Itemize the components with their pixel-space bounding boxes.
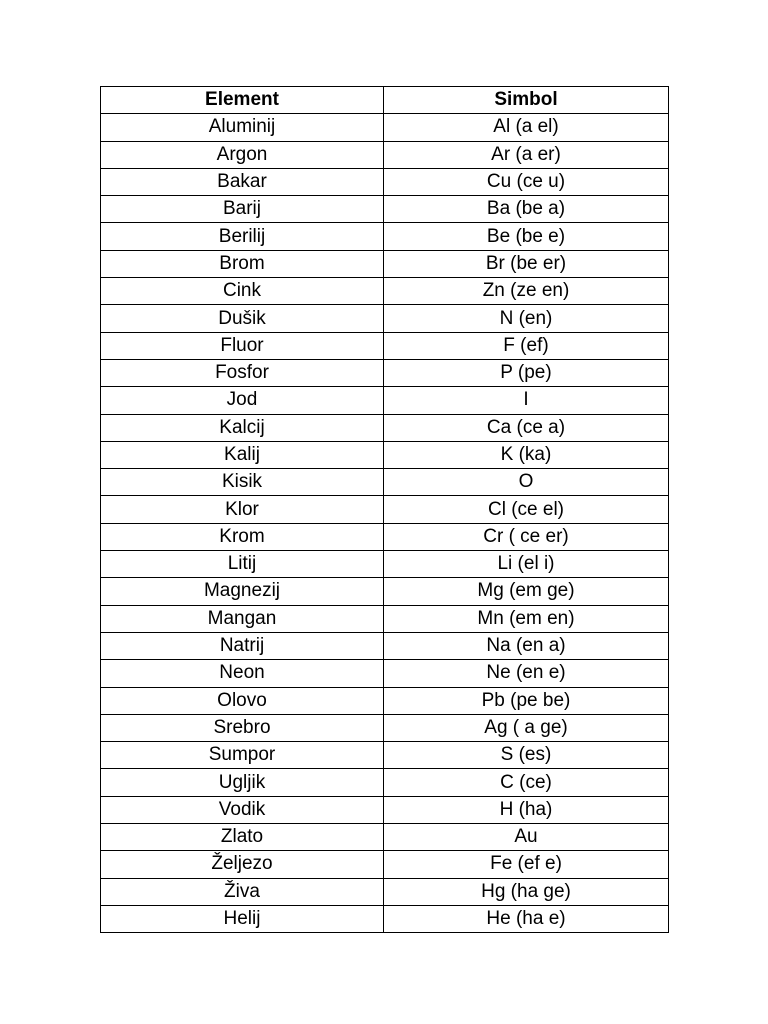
element-name-cell: Dušik xyxy=(101,305,384,332)
element-name-cell: Barij xyxy=(101,196,384,223)
element-name-cell: Vodik xyxy=(101,796,384,823)
table-row xyxy=(101,496,669,523)
table-row xyxy=(101,359,669,386)
element-symbol-cell: Ar (a er) xyxy=(384,141,669,168)
element-name-cell: Zlato xyxy=(101,824,384,851)
element-symbol-cell: Br (be er) xyxy=(384,250,669,277)
element-name-cell: Bakar xyxy=(101,168,384,195)
element-symbol-cell: C (ce) xyxy=(384,769,669,796)
element-name-cell: Krom xyxy=(101,523,384,550)
element-name-cell: Kisik xyxy=(101,469,384,496)
table-row xyxy=(101,687,669,714)
element-name-cell: Aluminij xyxy=(101,114,384,141)
element-symbol-cell: Cr ( ce er) xyxy=(384,523,669,550)
table-row xyxy=(101,305,669,332)
element-symbol-cell: Mn (em en) xyxy=(384,605,669,632)
table-row xyxy=(101,469,669,496)
element-name-cell: Kalcij xyxy=(101,414,384,441)
element-name-cell: Mangan xyxy=(101,605,384,632)
element-symbol-cell: Au xyxy=(384,824,669,851)
table-row xyxy=(101,414,669,441)
table-row xyxy=(101,223,669,250)
element-symbol-cell: Be (be e) xyxy=(384,223,669,250)
element-name-cell: Srebro xyxy=(101,714,384,741)
element-symbol-cell: O xyxy=(384,469,669,496)
table-row xyxy=(101,605,669,632)
element-symbol-cell: Fe (ef e) xyxy=(384,851,669,878)
element-name-cell: Neon xyxy=(101,660,384,687)
element-symbol-table xyxy=(100,86,669,933)
element-symbol-cell: Li (el i) xyxy=(384,551,669,578)
element-symbol-cell: Zn (ze en) xyxy=(384,278,669,305)
table-body xyxy=(101,114,669,933)
element-symbol-cell: Pb (pe be) xyxy=(384,687,669,714)
element-symbol-cell: Hg (ha ge) xyxy=(384,878,669,905)
element-symbol-cell: Mg (em ge) xyxy=(384,578,669,605)
element-symbol-cell: H (ha) xyxy=(384,796,669,823)
table-row xyxy=(101,250,669,277)
element-symbol-cell: Ag ( a ge) xyxy=(384,714,669,741)
element-name-cell: Sumpor xyxy=(101,742,384,769)
table-row xyxy=(101,578,669,605)
table-row xyxy=(101,824,669,851)
table-row xyxy=(101,878,669,905)
table-row xyxy=(101,769,669,796)
element-symbol-cell: Cl (ce el) xyxy=(384,496,669,523)
table-row xyxy=(101,523,669,550)
element-name-cell: Fosfor xyxy=(101,359,384,386)
element-name-cell: Kalij xyxy=(101,441,384,468)
table-row xyxy=(101,441,669,468)
table-row xyxy=(101,714,669,741)
table-header-row xyxy=(101,87,669,114)
table-row xyxy=(101,851,669,878)
element-symbol-cell: I xyxy=(384,387,669,414)
element-symbol-cell: S (es) xyxy=(384,742,669,769)
table-row xyxy=(101,196,669,223)
element-symbol-cell: K (ka) xyxy=(384,441,669,468)
header-element: Element xyxy=(101,87,384,114)
table-row xyxy=(101,551,669,578)
element-symbol-cell: N (en) xyxy=(384,305,669,332)
element-name-cell: Helij xyxy=(101,905,384,932)
element-name-cell: Jod xyxy=(101,387,384,414)
table-row xyxy=(101,660,669,687)
table-row xyxy=(101,632,669,659)
element-symbol-cell: He (ha e) xyxy=(384,905,669,932)
element-symbol-cell: Ba (be a) xyxy=(384,196,669,223)
header-symbol: Simbol xyxy=(384,87,669,114)
table-row xyxy=(101,141,669,168)
table-row xyxy=(101,168,669,195)
element-name-cell: Argon xyxy=(101,141,384,168)
element-name-cell: Litij xyxy=(101,551,384,578)
element-symbol-cell: F (ef) xyxy=(384,332,669,359)
element-name-cell: Ugljik xyxy=(101,769,384,796)
element-name-cell: Brom xyxy=(101,250,384,277)
element-name-cell: Magnezij xyxy=(101,578,384,605)
element-symbol-cell: Ca (ce a) xyxy=(384,414,669,441)
table-row xyxy=(101,114,669,141)
table-row xyxy=(101,278,669,305)
element-symbol-cell: P (pe) xyxy=(384,359,669,386)
element-name-cell: Fluor xyxy=(101,332,384,359)
element-name-cell: Berilij xyxy=(101,223,384,250)
table-row xyxy=(101,387,669,414)
table-row xyxy=(101,905,669,932)
element-symbol-cell: Ne (en e) xyxy=(384,660,669,687)
element-name-cell: Natrij xyxy=(101,632,384,659)
table-row xyxy=(101,742,669,769)
element-symbol-cell: Na (en a) xyxy=(384,632,669,659)
element-name-cell: Cink xyxy=(101,278,384,305)
table-row xyxy=(101,332,669,359)
element-symbol-cell: Al (a el) xyxy=(384,114,669,141)
element-name-cell: Željezo xyxy=(101,851,384,878)
element-name-cell: Olovo xyxy=(101,687,384,714)
table-row xyxy=(101,796,669,823)
element-symbol-cell: Cu (ce u) xyxy=(384,168,669,195)
element-name-cell: Živa xyxy=(101,878,384,905)
element-name-cell: Klor xyxy=(101,496,384,523)
